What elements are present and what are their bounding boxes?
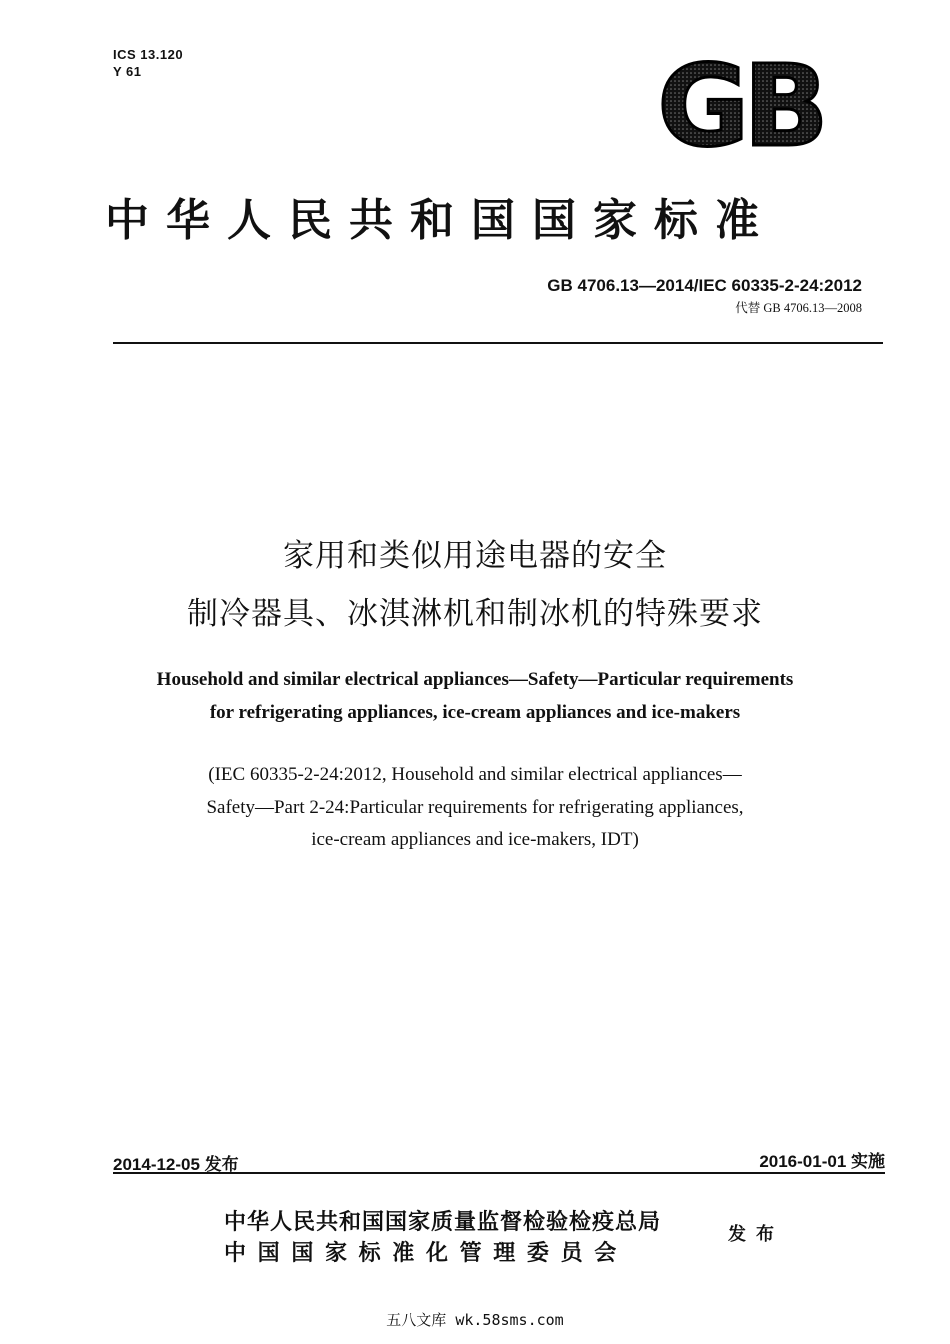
- title-cn-line1: 家用和类似用途电器的安全: [283, 538, 667, 574]
- header-divider: [113, 342, 883, 344]
- gb-logo-icon: [645, 55, 835, 155]
- title-cn-line2: 制冷器具、冰淇淋机和制冰机的特殊要求: [187, 596, 763, 632]
- issuer-sac: 中 国 国 家 标 准 化 管 理 委 员 会: [224, 1241, 619, 1266]
- title-en-line1: Household and similar electrical appliances—Safety—Particular requirements: [156, 669, 794, 690]
- ics-code: [113, 46, 183, 80]
- implement-date: 2016-01-01 实施: [759, 1152, 885, 1171]
- publish-label: 发布: [728, 1224, 784, 1245]
- gb-logo-text: GB: [657, 55, 823, 155]
- national-standard-heading: 中华人民共和国国家标准: [105, 195, 776, 246]
- footer-divider: [113, 1172, 885, 1174]
- replaces-standard: 代替 GB 4706.13—2008: [735, 301, 862, 315]
- standard-number: GB 4706.13—2014/IEC 60335-2-24:2012: [547, 276, 862, 295]
- iec-ref-line2: Safety—Part 2-24:Particular requirements for refrigerating appliances,: [206, 797, 744, 818]
- ics-number: ICS 13.120: [113, 47, 184, 62]
- watermark: 五八文库 wk.58sms.com: [386, 1311, 564, 1329]
- title-en-line2: for refrigerating appliances, ice-cream appliances and ice-makers: [209, 702, 741, 723]
- iec-ref-line3: ice-cream appliances and ice-makers, IDT): [311, 829, 639, 850]
- ccs-number: Y 61: [113, 64, 142, 79]
- issuer-aqsiq: 中华人民共和国国家质量监督检验检疫总局: [224, 1210, 662, 1235]
- issue-date: 2014-12-05 发布: [113, 1155, 239, 1174]
- iec-ref-line1: (IEC 60335-2-24:2012, Household and similar electrical appliances—: [208, 764, 742, 785]
